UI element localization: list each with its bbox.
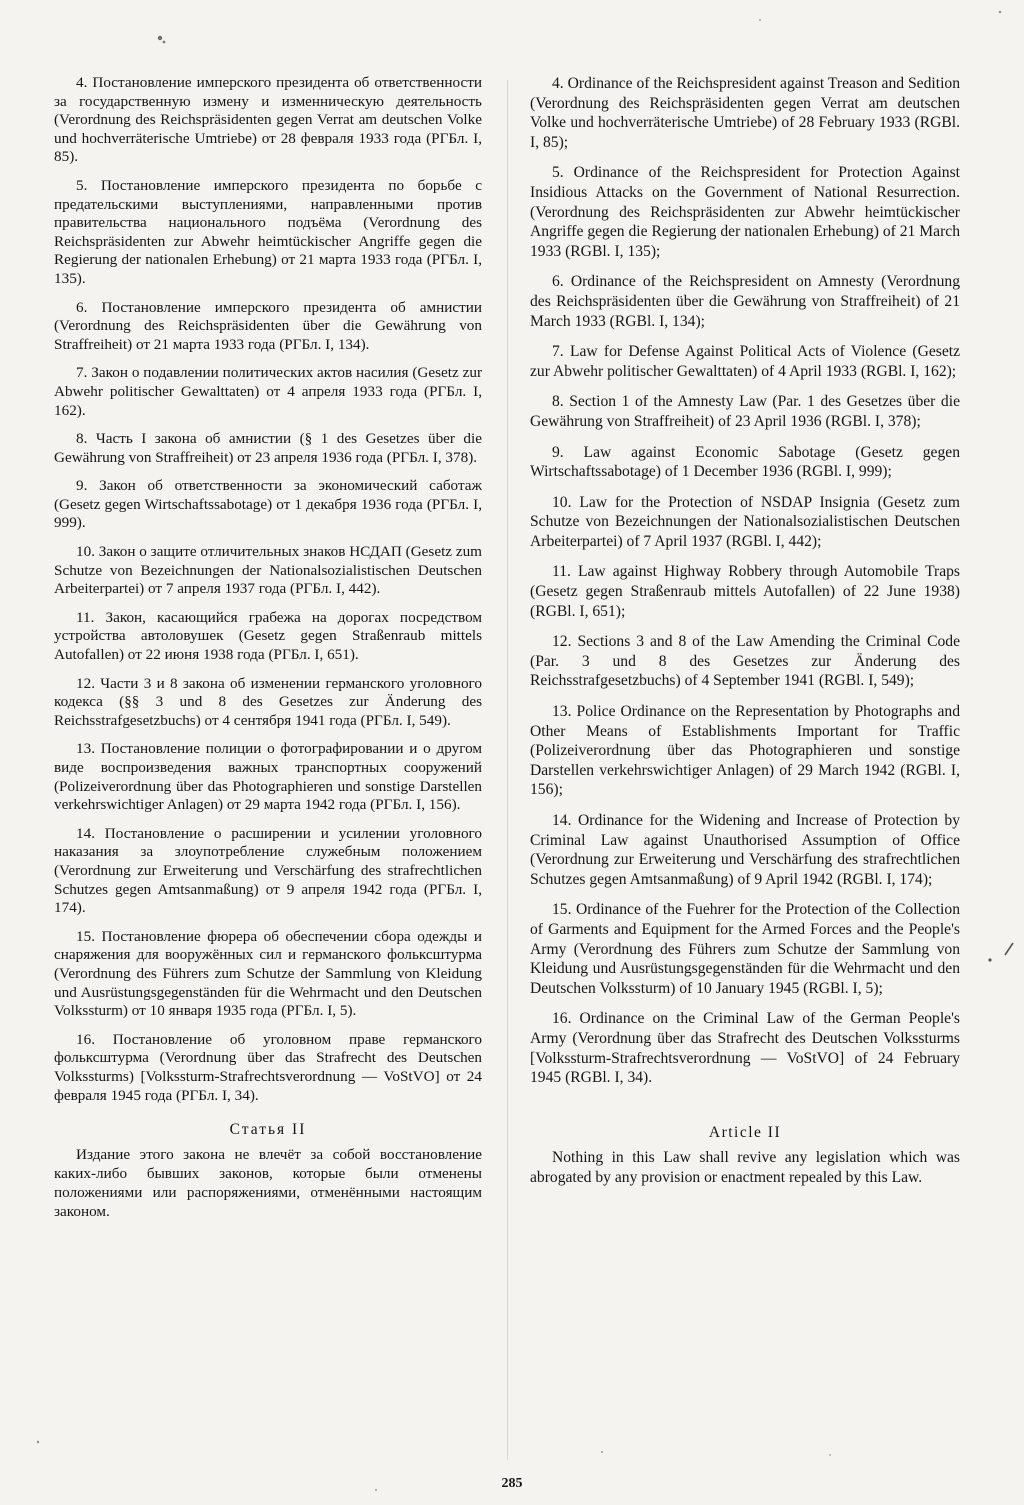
ru-item-10: 10. Закон о защите отличительных знаков НСДАП (Gesetz zum Schutze von Bezeichnungen der Nationalsozialistischen Deutschen Arbeiterpartei) от 7 апреля 1937 года (РГБл. I, 442).: [54, 543, 482, 598]
ru-item-16: 16. Постановление об уголовном праве германского фольксштурма (Verordnung über das Strafrecht des Deutschen Volkssturms) [Volkssturm-Strafrechtsverordnung — VoStVO] от 24 февраля 1945 года (РГБл. I, 34).: [54, 1030, 482, 1104]
en-article-heading: Article II: [708, 1123, 782, 1141]
ru-item-6: 6. Постановление имперского президента об амнистии (Verordnung des Reichspräsidenten über die Gewährung von Straffreiheit) от 21 марта 1933 года (РГБл. I, 134).: [54, 298, 482, 353]
en-item-14: 14. Ordinance for the Widening and Increase of Protection by Criminal Law against Unauthorised Assumption of Office (Verordnung zur Erweiterung und Verschärfung des strafrechtlichen Schutzes gegen Amtsanmaßung) of 9 April 1942 (RGBl. I, 174);: [530, 812, 960, 888]
en-item-4: 4. Ordinance of the Reichspresident against Treason and Sedition (Verordnung des Reichspräsidenten gegen Verrat am deutschen Volke und hochverräterische Umtriebe) of 28 February 1933 (RGBl. I, 85);: [530, 75, 960, 151]
ru-item-7: 7. Закон о подавлении политических актов насилия (Gesetz zur Abwehr politischer Gewalttaten) от 4 апреля 1933 года (РГБл. I, 162).: [54, 364, 482, 419]
russian-column: [54, 74, 482, 1221]
english-column: [530, 74, 960, 1188]
en-item-13: 13. Police Ordinance on the Representation by Photographs and Other Means of Establishments Important for Traffic (Polizeiverordnung über das Photographieren und sonstige Darstellen verkehrswichtiger Anlagen) of 29 March 1942 (RGBl. I, 156);: [530, 703, 960, 799]
en-item-11: 11. Law against Highway Robbery through Automobile Traps (Gesetz gegen Straßenraub mittels Autofallen) of 22 June 1938) (RGBl. I, 651);: [530, 563, 960, 620]
en-item-8: 8. Section 1 of the Amnesty Law (Par. 1 des Gesetzes über die Gewährung von Straffreiheit) of 23 April 1936 (RGBl. I, 378);: [530, 393, 960, 430]
en-item-10: 10. Law for the Protection of NSDAP Insignia (Gesetz zum Schutze von Bezeichnungen der Nationalsozialistischen Deutschen Arbeiterpartei) of 7 April 1937 (RGBl. I, 442);: [530, 493, 960, 550]
en-item-5: 5. Ordinance of the Reichspresident for Protection Against Insidious Attacks on the Government of National Resurrection. (Verordnung des Reichspräsidenten zur Abwehr heimtückischer Angriffe gegen die Regierung der nationalen Erhebung) of 21 March 1933 (RGBl. I, 135);: [530, 164, 960, 260]
en-item-12: 12. Sections 3 and 8 of the Law Amending the Criminal Code (Par. 3 und 8 des Gesetzes zur Änderung des Reichsstrafgesetzbuchs) of 4 September 1941 (RGBl. I, 549);: [530, 633, 960, 690]
en-item-15: 15. Ordinance of the Fuehrer for the Protection of the Collection of Garments and Equipment for the Armed Forces and the People's Army (Verordnung des Führers zum Schutze der Sammlung von Kleidung und Ausrüstungsgegenständen für die Wehrmacht und den Deutschen Volkssturm) of 10 January 1945 (RGBl. I, 5);: [530, 901, 960, 997]
en-closing-paragraph: Nothing in this Law shall revive any legislation which was abrogated by any provision or enactment repealed by this Law.: [530, 1148, 960, 1186]
ru-item-4: 4. Постановление имперского президента об ответственности за государственную измену и изменническую деятельность (Verordnung des Reichspräsidenten gegen Verrat am deutschen Volke und hochverräterische Umtriebe) от 28 февраля 1933 года (РГБл. I, 85).: [54, 74, 482, 166]
en-item-7: 7. Law for Defense Against Political Acts of Violence (Gesetz zur Abwehr politischer Gewalttaten) of 4 April 1933 (RGBl. I, 162);: [530, 343, 960, 380]
ru-item-11: 11. Закон, касающийся грабежа на дорогах посредством устройства автоловушек (Gesetz gegen Straßenraub mittels Autofallen) от 22 июня 1938 года (РГБл. I, 651).: [54, 608, 482, 664]
ru-item-12: 12. Части 3 и 8 закона об изменении германского уголовного кодекса (§§ 3 und 8 des Gesetzes zur Änderung des Reichsstrafgesetzbuchs) от 4 сентября 1941 года (РГБл. I, 549).: [54, 674, 482, 729]
en-item-16: 16. Ordinance on the Criminal Law of the German People's Army (Verordnung über das Strafrecht des Deutschen Volkssturms [Volkssturm-Strafrechtsverordnung — VoStVO] of 24 February 1945 (RGBl. I, 34).: [530, 1010, 960, 1087]
ru-article-heading: Статья II: [229, 1121, 307, 1139]
en-item-9: 9. Law against Economic Sabotage (Gesetz gegen Wirtschaftssabotage) of 1 December 1936 (RGBl. I, 999);: [530, 443, 960, 481]
column-divider: [507, 80, 508, 1460]
en-item-6: 6. Ordinance of the Reichspresident on Amnesty (Verordnung des Reichspräsidenten über die Gewährung von Straffreiheit) of 21 March 1933 (RGBl. I, 134);: [530, 273, 960, 330]
ru-item-13: 13. Постановление полиции о фотографировании и о другом виде воспроизведения важных транспортных сооружений (Polizeiverordnung über das Photographieren und sonstige Darstellen verkehrswichtiger Anlagen) от 29 марта 1942 года (РГБл. I, 156).: [54, 740, 482, 814]
ru-item-9: 9. Закон об ответственности за экономический саботаж (Gesetz gegen Wirtschaftssabotage) от 1 декабря 1936 года (РГБл. I, 999).: [54, 477, 482, 532]
ru-item-14: 14. Постановление о расширении и усилении уголовного наказания за злоупотребление служебным положением (Verordnung zur Erweiterung und Verschärfung des strafrechtlichen Schutzes gegen Amtsanmaßung) от 9 апреля 1942 года (РГБл. I, 174).: [54, 824, 482, 917]
page-number: 285: [501, 1476, 523, 1491]
ru-item-5: 5. Постановление имперского президента по борьбе с предательскими выступлениями, направленными против правительства национального подъёма (Verordnung des Reichspräsidenten zur Abwehr heimtückischer Angriffe gegen die Regierung der nationalen Erhebung) от 21 марта 1933 года (РГБл. I, 135).: [54, 176, 482, 287]
ru-closing-paragraph: Издание этого закона не влечёт за собой восстановление каких-либо бывших законов, которые были отменены положениями или распоряжениями, отменёнными настоящим законом.: [54, 1146, 482, 1221]
ru-item-15: 15. Постановление фюрера об обеспечении сбора одежды и снаряжения для вооружённых сил и германского фольксштурма (Verordnung des Führers zum Schutze der Sammlung von Kleidung und Ausrüstungsgegenständen für die Wehrmacht und den Deutschen Volkssturm) от 10 января 1935 года (РГБл. I, 5).: [54, 927, 482, 1020]
ru-item-8: 8. Часть I закона об амнистии (§ 1 des Gesetzes über die Gewährung von Straffreiheit) от 23 апреля 1936 года (РГБл. I, 378).: [54, 430, 482, 466]
